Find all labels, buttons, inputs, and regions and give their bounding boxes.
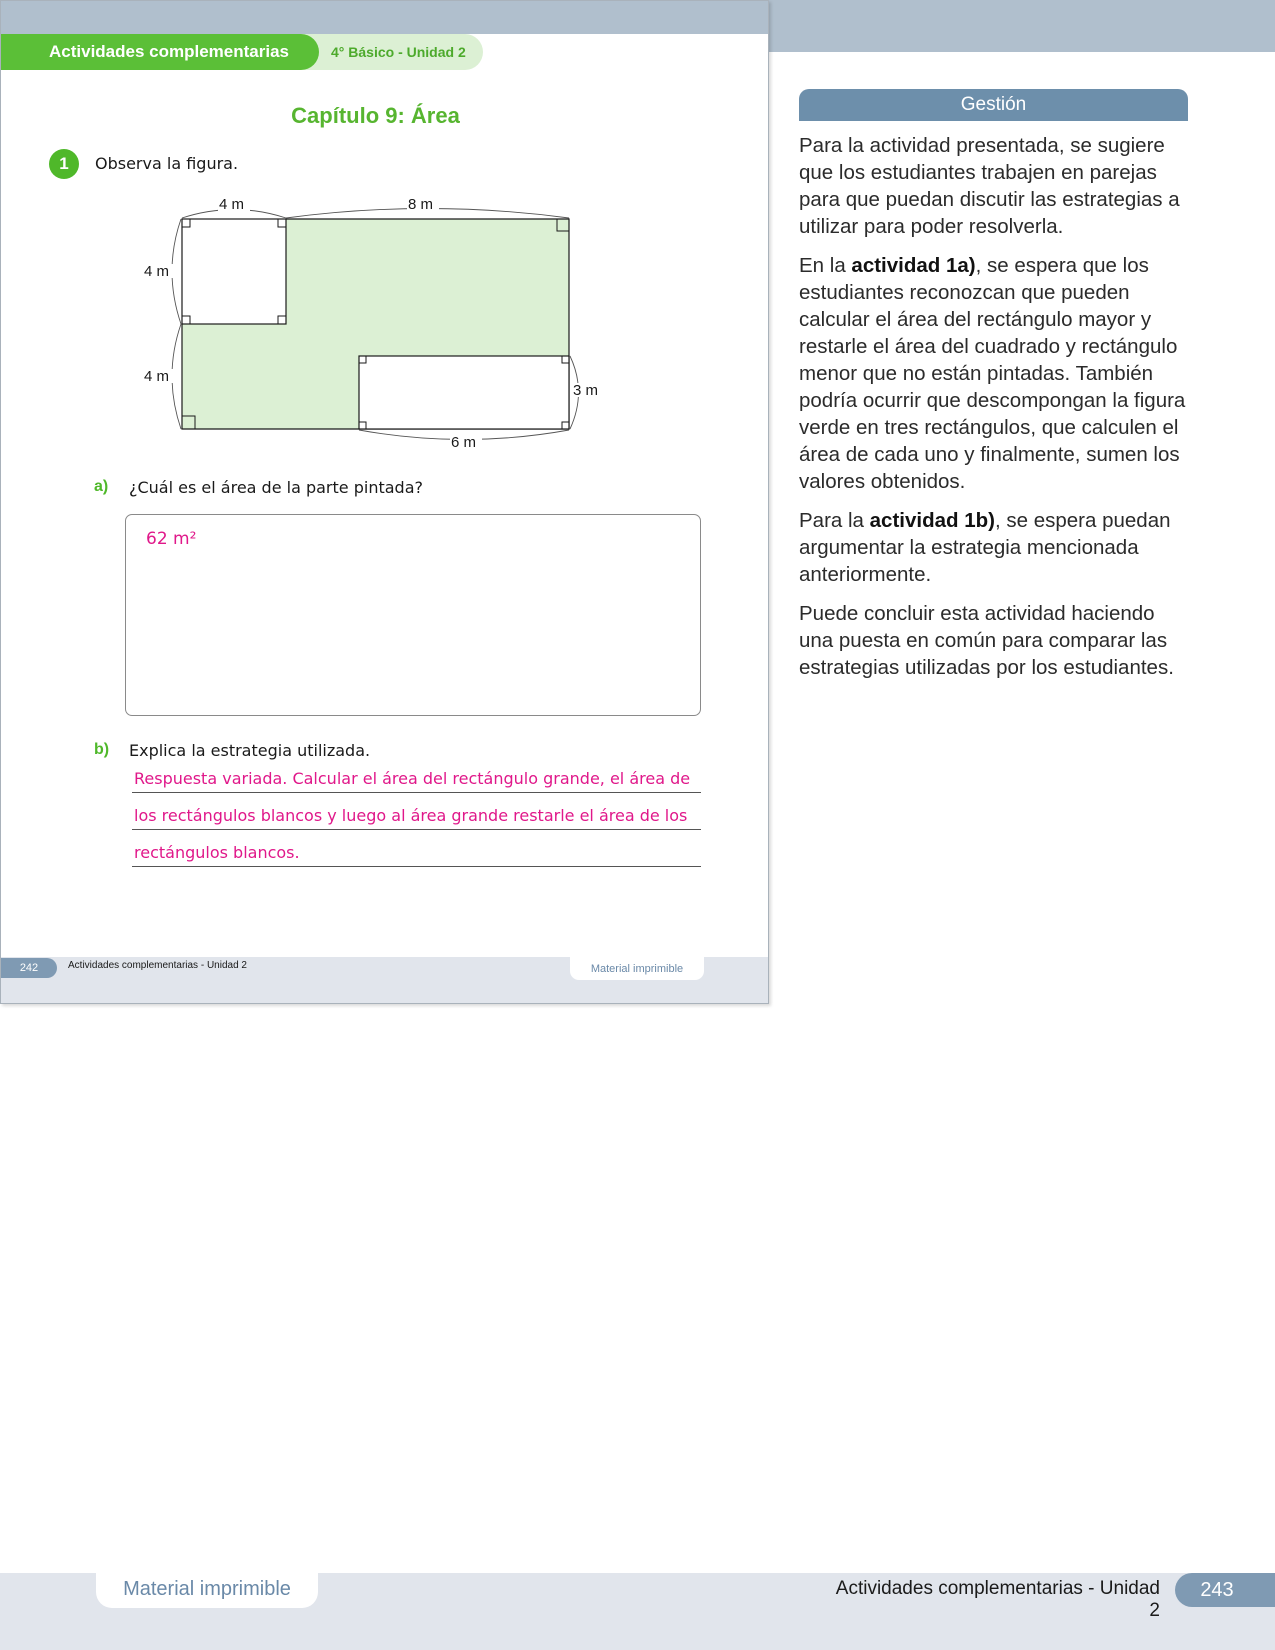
page-footer-text: Actividades complementarias - Unidad 2 bbox=[835, 1578, 1160, 1621]
answer-line bbox=[132, 798, 701, 830]
part-b-letter: b) bbox=[94, 741, 110, 758]
answer-b-line-3: rectángulos blancos. bbox=[134, 843, 300, 862]
gestion-header: Gestión bbox=[799, 89, 1188, 121]
dim-label-left-upper: 4 m bbox=[144, 263, 170, 280]
white-square bbox=[182, 219, 286, 324]
worksheet-top-strip bbox=[1, 1, 769, 34]
activity-1a-label: actividad 1a) bbox=[851, 254, 976, 277]
answer-box bbox=[125, 514, 701, 716]
answer-a: 62 m² bbox=[146, 529, 197, 549]
answer-line bbox=[132, 761, 701, 793]
embedded-worksheet-page bbox=[0, 0, 769, 1004]
gestion-paragraph-3: Para la actividad 1b), se espera puedan argumentar la estrategia mencionada anteriormente. bbox=[799, 509, 1171, 586]
answer-b-line-2: los rectángulos blancos y luego al área grande restarle el área de los bbox=[134, 806, 688, 825]
question-prompt: Observa la figura. bbox=[95, 154, 239, 173]
dim-label-left-lower: 4 m bbox=[144, 368, 170, 385]
question-number-badge: 1 bbox=[49, 149, 79, 179]
level-tab: 4° Básico - Unidad 2 bbox=[297, 34, 483, 70]
gestion-paragraph-2: En la actividad 1a), se espera que los estudiantes reconozcan que pueden calcular el área del rectángulo mayor y restarle el área del cuadrado y rectángulo menor que no están pintadas. También podría ocurrir que descompongan la figura verde en tres rectángulos, que calculen el área de cada uno y finalmente, sumen los valores obtenidos. bbox=[799, 254, 1186, 493]
part-a-question: ¿Cuál es el área de la parte pintada? bbox=[129, 478, 423, 497]
gestion-body bbox=[799, 132, 1194, 693]
material-imprimible-tab: Material imprimible bbox=[96, 1570, 318, 1608]
gestion-paragraph-4: Puede concluir esta actividad haciendo una puesta en común para comparar las estrategias utilizadas por los estudiantes. bbox=[799, 602, 1174, 679]
gestion-paragraph-1: Para la actividad presentada, se sugiere que los estudiantes trabajen en parejas para que puedan discutir las estrategias a utilizar para poder resolverla. bbox=[799, 134, 1180, 238]
part-b-question: Explica la estrategia utilizada. bbox=[129, 741, 371, 760]
activity-1b-label: actividad 1b) bbox=[869, 509, 995, 532]
chapter-title: Capítulo 9: Área bbox=[291, 103, 460, 128]
dim-label-top-right: 8 m bbox=[408, 196, 434, 213]
dim-label-top-left: 4 m bbox=[219, 196, 245, 213]
section-tab: Actividades complementarias bbox=[1, 34, 319, 70]
area-figure bbox=[131, 189, 601, 459]
worksheet-page-number: 242 bbox=[1, 958, 57, 978]
worksheet-footer-text: Actividades complementarias - Unidad 2 bbox=[68, 960, 247, 971]
answer-b-line-1: Respuesta variada. Calcular el área del rectángulo grande, el área de bbox=[134, 769, 691, 788]
white-rectangle bbox=[359, 356, 569, 429]
part-a-letter: a) bbox=[94, 478, 109, 495]
page-number: 243 bbox=[1175, 1573, 1275, 1607]
dim-label-right: 3 m bbox=[573, 382, 599, 399]
worksheet-material-tab: Material imprimible bbox=[570, 957, 704, 980]
dim-label-bottom: 6 m bbox=[451, 434, 477, 451]
answer-line bbox=[132, 835, 701, 867]
